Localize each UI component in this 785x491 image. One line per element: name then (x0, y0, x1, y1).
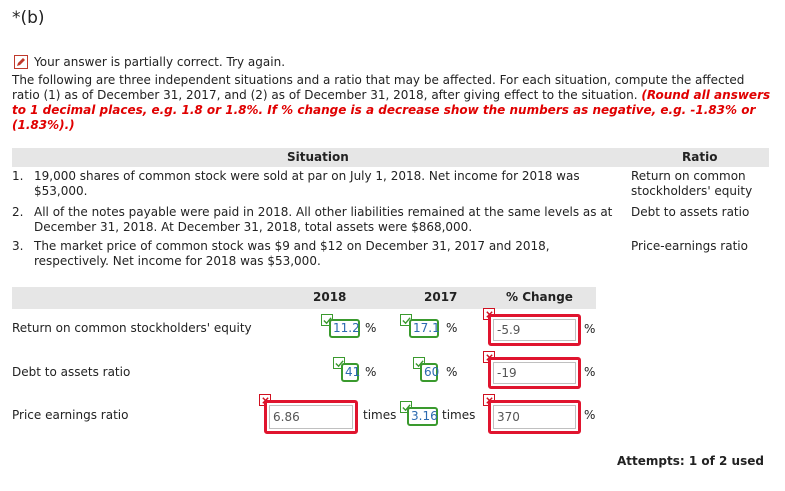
situation-table (12, 148, 769, 268)
row-label-price-earnings: Price earnings ratio (12, 408, 129, 422)
situation-number: 1. (12, 169, 24, 183)
situation-ratio: Return on common stockholders' equity (631, 169, 753, 198)
part-heading: *(b) (12, 8, 45, 28)
debt-change-input[interactable] (488, 357, 581, 389)
roe-change-unit: % (584, 322, 596, 336)
roe-2017-input[interactable]: 17.1 (409, 319, 439, 338)
situation-text: 19,000 shares of common stock were sold at par on July 1, 2018. Net income for 2018 was $53,000. (34, 169, 580, 198)
roe-2017-unit: % (446, 321, 458, 335)
header-ratio: Ratio (682, 150, 718, 164)
debt-2017-input[interactable]: 60 (420, 363, 438, 382)
answer-grid-header (12, 287, 596, 309)
instructions (12, 73, 772, 133)
debt-change-value: -19 (493, 362, 576, 384)
situation-text: All of the notes payable were paid in 2018. All other liabilities remained at the same levels as at December 31, 2018. At December 31, 2018, total assets were $868,000. (34, 205, 613, 234)
header-percent-change: % Change (506, 290, 573, 304)
situation-ratio: Price-earnings ratio (631, 239, 748, 253)
pe-change-input[interactable] (488, 400, 581, 434)
pe-2018-input[interactable] (264, 400, 358, 434)
roe-2018-unit: % (365, 321, 377, 335)
pe-2017-input[interactable]: 3.16 (407, 407, 438, 426)
rounding-instructions: (Round all answers to 1 decimal places, e.g. 1.8 or 1.8%. If % change is a decrease show the numbers as negative, e.g. -1.83% or (1.83%).) (12, 88, 771, 132)
pe-2018-unit: times (363, 408, 397, 422)
attempts-counter: Attempts: 1 of 2 used (617, 454, 764, 468)
roe-2018-input[interactable]: 11.2 (329, 319, 360, 338)
row-label-debt-to-assets: Debt to assets ratio (12, 365, 131, 379)
feedback-text: Your answer is partially correct. Try again. (34, 55, 286, 69)
row-label-roe: Return on common stockholders' equity (12, 321, 252, 335)
pe-change-value: 370 (493, 405, 576, 429)
pe-2018-value: 6.86 (269, 405, 353, 429)
header-2017: 2017 (424, 290, 458, 304)
debt-2018-unit: % (365, 365, 377, 379)
pencil-icon (14, 55, 28, 69)
situation-ratio: Debt to assets ratio (631, 205, 750, 219)
header-situation: Situation (287, 150, 349, 164)
roe-change-input[interactable] (488, 314, 581, 346)
feedback-message (14, 55, 285, 69)
roe-change-value: -5.9 (493, 319, 576, 341)
pe-2017-unit: times (442, 408, 476, 422)
pe-change-unit: % (584, 408, 596, 422)
debt-change-unit: % (584, 365, 596, 379)
situation-table-header (12, 148, 769, 167)
debt-2018-input[interactable]: 41 (341, 363, 359, 382)
situation-number: 3. (12, 239, 24, 253)
situation-text: The market price of common stock was $9 and $12 on December 31, 2017 and 2018, respectively. Net income for 2018 was $53,000. (34, 239, 550, 268)
header-2018: 2018 (313, 290, 347, 304)
debt-2017-unit: % (446, 365, 458, 379)
instructions-text: The following are three independent situations and a ratio that may be affected. For each situation, compute the affected ratio (1) as of December 31, 2017, and (2) as of December 31, 2018, after giving effect to the situation. (12, 73, 745, 102)
situation-number: 2. (12, 205, 24, 219)
